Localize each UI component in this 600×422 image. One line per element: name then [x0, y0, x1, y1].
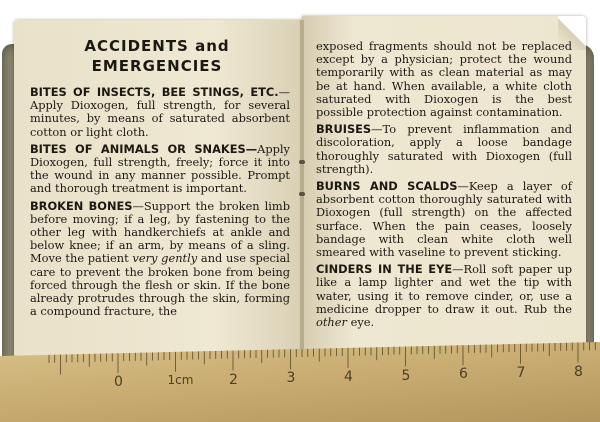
ruler-label: 4 [344, 368, 353, 385]
entry-body: Apply Dioxogen, full strength, freely; force it into the wound in any manner possible. Prompt and thorough treatment is important. [30, 141, 290, 196]
entry-body: eye. [346, 315, 375, 330]
entry-heading: BITES OF ANIMALS OR SNAKES— [30, 141, 258, 156]
entry-body: —To prevent inflammation and discoloration, apply a loose bandage thoroughly saturated with Dioxogen (full strength). [316, 122, 572, 176]
entry-body: —Apply Dioxogen, full strength, for several minutes, by means of saturated absorbent cotton or light cloth. [30, 85, 290, 139]
entry-heading: BURNS AND SCALDS [316, 179, 458, 194]
entry-continuation: exposed fragments should not be replaced except by a physician; protect the wound temporarily with as clean material as may be at hand. When available, a white cloth saturated with Dioxogen is the best possible protection against contamination. [316, 39, 572, 120]
ruler-label: 7 [516, 364, 526, 381]
page-title: ACCIDENTS and EMERGENCIES [84, 37, 230, 75]
ruler-label: 0 [114, 374, 123, 391]
ruler-label: 8 [574, 363, 583, 380]
ruler-label: 3 [286, 370, 296, 387]
entry-body: and use special care to prevent the broken bone from being forced through the flesh or skin. If the bone already protrudes through the skin, forming a compound fracture, the [30, 251, 291, 319]
entry-heading: BITES OF INSECTS, BEE STINGS, ETC. [30, 85, 279, 99]
entry-emphasis: very gently [132, 251, 198, 266]
entry-body: —Support the broken limb before moving; if a leg, by fastening to the other leg with handkerchiefs at ankle and below knee; if an arm, by means of a sling. Move the patient [30, 198, 290, 266]
entry-body: —Roll soft paper up like a lamp lighter and wet the tip with water, using it to remove cinder, or, use a medicine dropper to draw it out. Rub the [316, 262, 572, 316]
ruler-label: 6 [459, 366, 468, 383]
ruler-label: 2 [229, 371, 238, 388]
ruler-label: 5 [401, 367, 411, 384]
entry-body: —Keep a layer of absorbent cotton thoroughly saturated with Dioxogen (full strength) on the affected surface. When the pain ceases, loosely bandage with clean white cloth well smeared with vaseline to prevent sticking. [316, 179, 572, 260]
ruler-label: 1cm [167, 372, 194, 387]
entry-heading: CINDERS IN THE EYE [316, 262, 453, 277]
entry-heading: BRUISES [316, 122, 372, 137]
entry-heading: BROKEN BONES [30, 198, 133, 213]
entry-emphasis: other [316, 315, 347, 330]
